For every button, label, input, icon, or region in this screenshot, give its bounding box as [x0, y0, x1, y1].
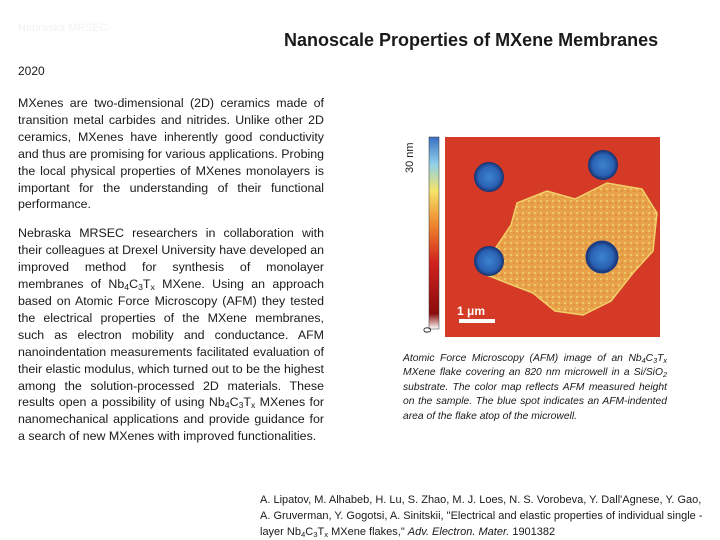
sub-xb: x — [250, 400, 256, 411]
color-scale-bar — [429, 137, 439, 329]
scale-bar-line — [459, 319, 495, 323]
c-letter-b: C — [229, 395, 239, 410]
afm-image — [404, 133, 660, 338]
t-letter: T — [142, 277, 151, 292]
reference-citation — [260, 492, 710, 540]
sub-x: x — [150, 282, 155, 293]
microwell-top-left — [474, 162, 504, 192]
ref-t: T — [317, 526, 325, 538]
cap-sub-x: x — [663, 356, 667, 365]
ref-c: C — [305, 526, 314, 538]
paragraph-intro: MXenes are two-dimensional (2D) ceramics made of transition metal carbides and nitrides. Unlike other 2D ceramics, MXenes have inherently good conductivity and thus are promising for various applications. Probing the local physical properties of MXenes monolayers is important for the understanding of their functional performance. — [18, 96, 324, 212]
c-letter: C — [129, 277, 139, 292]
ref-sub-x: x — [324, 530, 329, 539]
sub-4b: 4 — [224, 400, 230, 411]
ref-part-a: A. Lipatov, M. Alhabeb, H. Lu, S. Zhao, M. J. Loes, N. S. Vorobeva, Y. Dall'Agnese, Y. Gao, A. Gruverman, Y. Gogotsi, A. Sinitskii, "Electrical and elastic properties of individual single - layer Nb — [260, 494, 703, 538]
cap-sub-3: 3 — [653, 356, 658, 365]
afm-image-svg — [404, 133, 660, 338]
caption-part-a: Atomic Force Microscopy (AFM) image of an Nb — [403, 353, 642, 364]
sub-3b: 3 — [238, 400, 244, 411]
scale-bottom-label: 0 — [422, 326, 434, 333]
ref-part-b: MXene flakes," — [328, 526, 408, 538]
journal-name: Adv. Electron. Mater. — [407, 526, 510, 538]
cap-sub-2: 2 — [662, 370, 667, 380]
microwell-bottom-left — [474, 246, 504, 276]
cap-c: C — [645, 353, 654, 364]
cap-sub-4: 4 — [641, 356, 646, 365]
paragraph-research — [18, 225, 324, 445]
ref-sub-3: 3 — [313, 530, 318, 539]
microwell-top-right — [588, 150, 618, 180]
body-text — [18, 95, 324, 457]
t-letter-b: T — [243, 395, 251, 410]
year-label: 2020 — [18, 64, 45, 78]
scale-bar-label: 1 μm — [457, 304, 486, 318]
p2-part-a: Nebraska MRSEC researchers in collaboration with their colleagues at Drexel University have developed an improved method for synthesis of monolayer membranes of Nb — [18, 226, 324, 292]
faint-organization-text: Nebraska MRSEC — [18, 22, 108, 34]
caption-part-b: MXene flake covering an 820 nm microwell in a Si/SiO — [403, 367, 663, 379]
sub-3: 3 — [138, 282, 143, 293]
cap-t: T — [657, 353, 664, 364]
microwell-indented — [586, 241, 618, 273]
ref-sub-4: 4 — [300, 530, 306, 539]
p2-part-b: MXene. Using an approach based on Atomic Force Microscopy (AFM) they tested the electrical properties of the MXene membranes, such as electron mobility and conductance. AFM nanoindentation measurements facilitated evaluation of their elastic modulus, which turned out to be the highest among the solution-processed 2D materials. These results open a possibility of using Nb — [18, 277, 324, 410]
ref-part-c: 1901382 — [509, 526, 556, 538]
p2-part-c: MXenes for nanomechanical applications and provide guidance for a search of new MXenes with improved functionalities. — [18, 395, 324, 444]
sub-4: 4 — [124, 282, 130, 293]
page-title: Nanoscale Properties of MXene Membranes — [284, 30, 659, 50]
caption-part-c: substrate. The color map reflects AFM measured height on the sample. The blue spot indicates an AFM-indented area of the flake atop of the microwell. — [403, 381, 667, 422]
figure-caption — [403, 352, 667, 424]
scale-top-label: 30 nm — [404, 142, 416, 173]
